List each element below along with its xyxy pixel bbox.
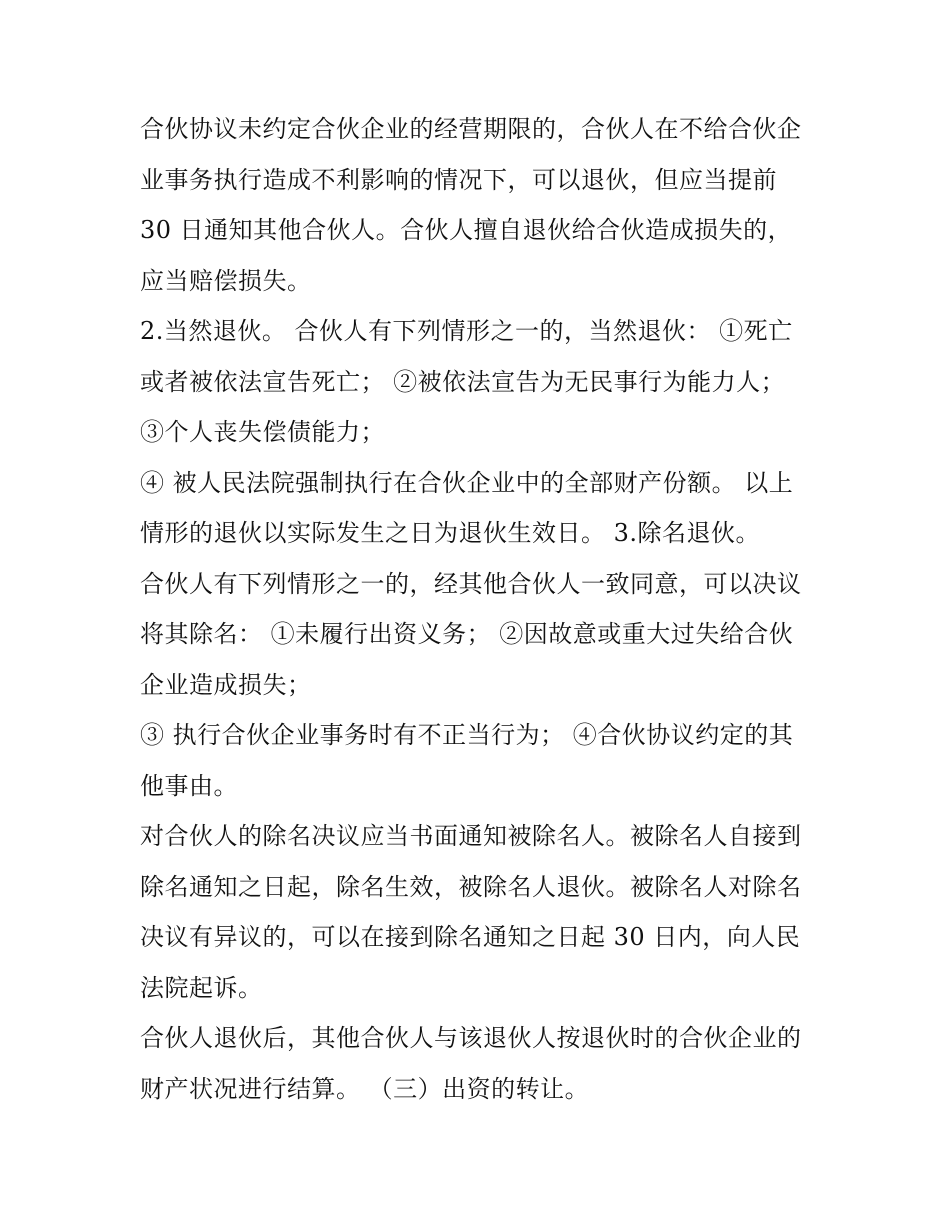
text-line: 企业造成损失； (140, 670, 312, 699)
text-line: 将其除名： ①未履行出资义务； ②因故意或重大过失给合伙 (140, 620, 794, 648)
text-line: ③ 执行合伙企业事务时有不正当行为； ④合伙协议约定的其 (140, 721, 794, 749)
text-line: 2.当然退伙。 合伙人有下列情形之一的，当然退伙： ①死亡 (140, 317, 793, 345)
text-line: 应当赔偿损失。 (140, 266, 312, 295)
text-line: 法院起诉。 (140, 973, 263, 1002)
document-body (140, 104, 820, 1114)
text-line: 财产状况进行结算。 （三）出资的转让。 (140, 1074, 590, 1103)
text-line: 合伙人有下列情形之一的，经其他合伙人一致同意，可以决议 (140, 569, 802, 598)
text-line: 合伙协议未约定合伙企业的经营期限的，合伙人在不给合伙企 (140, 115, 802, 143)
text-line: 他事由。 (140, 771, 238, 800)
text-line: 合伙人退伙后，其他合伙人与该退伙人按退伙时的合伙企业的 (140, 1024, 802, 1052)
text-line: 业事务执行造成不利影响的情况下，可以退伙，但应当提前 (140, 165, 777, 194)
text-line: 决议有异议的，可以在接到除名通知之日起 30 日内，向人民 (140, 923, 801, 951)
text-line: 情形的退伙以实际发生之日为退伙生效日。 3.除名退伙。 (140, 519, 761, 547)
text-line: ③个人丧失偿债能力； (140, 418, 385, 446)
text-line: 或者被依法宣告死亡； ②被依法宣告为无民事行为能力人； (140, 367, 786, 396)
text-line: 对合伙人的除名决议应当书面通知被除名人。被除名人自接到 (140, 822, 802, 850)
text-line: ④ 被人民法院强制执行在合伙企业中的全部财产份额。 以上 (140, 468, 794, 497)
text-line: 除名通知之日起，除名生效，被除名人退伙。被除名人对除名 (140, 872, 802, 901)
text-line: 30 日通知其他合伙人。合伙人擅自退伙给合伙造成损失的， (140, 216, 793, 244)
